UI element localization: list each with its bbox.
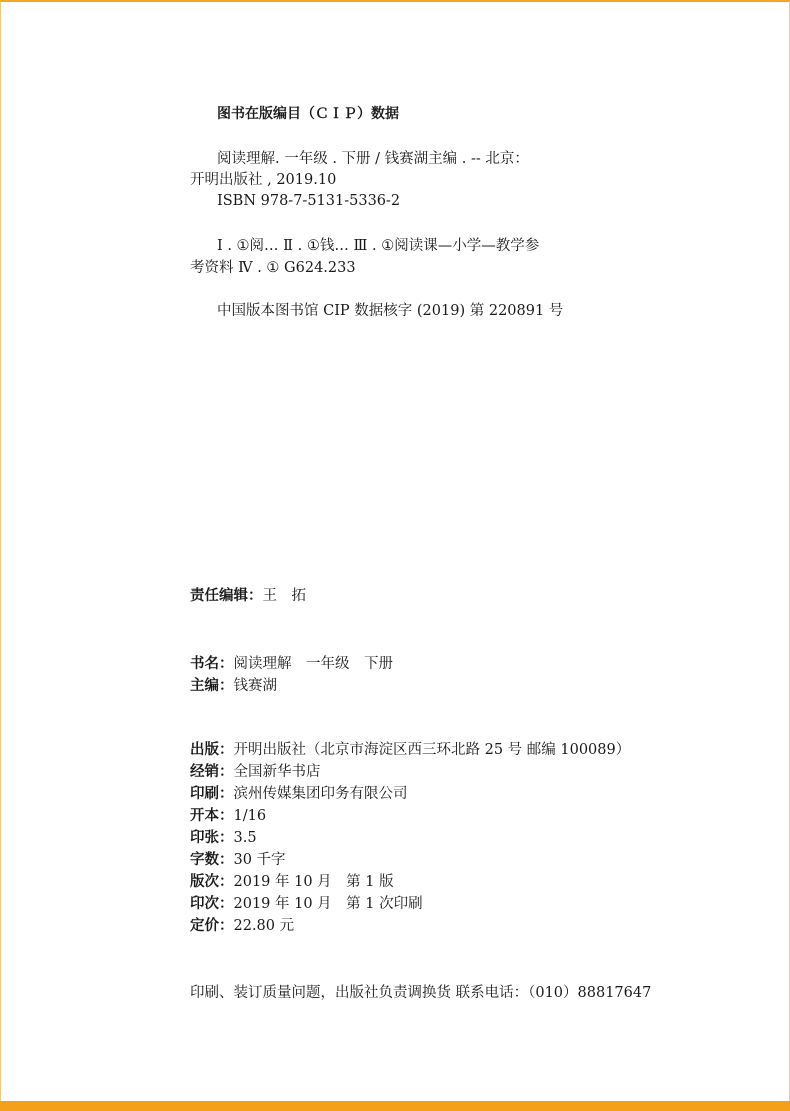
publisher-value: 开明出版社（北京市海淀区西三环北路 25 号 邮编 100089） <box>233 742 631 758</box>
cip-classification-2: 考资料 Ⅳ . ① G624.233 <box>190 260 356 276</box>
publisher-row <box>190 741 630 759</box>
quality-notice: 印刷、装订质量问题，出版社负责调换货 联系电话：（010）88817647 <box>190 985 652 1001</box>
word-count-label: 字数： <box>190 852 234 868</box>
cip-record-number: 中国版本图书馆 CIP 数据核字 (2019) 第 220891 号 <box>217 303 564 319</box>
price-row <box>190 917 294 935</box>
responsible-editor-label: 责任编辑： <box>190 588 263 604</box>
cip-classification-1: Ⅰ . ①阅… Ⅱ . ①钱… Ⅲ . ①阅读课—小学—教学参 <box>217 238 540 254</box>
edition-label: 版次： <box>190 874 234 890</box>
format-label: 开本： <box>190 808 234 824</box>
word-count-value: 30 千字 <box>233 852 286 868</box>
distributor-label: 经销： <box>190 764 234 780</box>
book-title-label: 书名： <box>190 656 234 672</box>
printing-row <box>190 895 423 913</box>
price-value: 22.80 元 <box>233 918 295 934</box>
sheets-label: 印张： <box>190 830 234 846</box>
book-title-value: 阅读理解 一年级 下册 <box>233 656 393 672</box>
book-title-row <box>190 655 393 673</box>
responsible-editor-value: 王 拓 <box>262 588 306 604</box>
cip-line-2: 开明出版社 , 2019.10 <box>190 172 337 188</box>
word-count-row <box>190 851 286 869</box>
edition-value: 2019 年 10 月 第 1 版 <box>233 874 394 890</box>
edition-row <box>190 873 394 891</box>
sheets-value: 3.5 <box>233 830 257 846</box>
responsible-editor <box>190 587 306 605</box>
format-value: 1/16 <box>233 808 267 824</box>
printer-value: 滨州传媒集团印务有限公司 <box>233 786 408 802</box>
publisher-label: 出版： <box>190 742 234 758</box>
sheets-row <box>190 829 257 847</box>
cip-title: 图书在版编目（ＣＩＰ）数据 <box>217 106 399 122</box>
printing-value: 2019 年 10 月 第 1 次印刷 <box>233 896 423 912</box>
printer-row <box>190 785 408 803</box>
distributor-value: 全国新华书店 <box>233 764 321 780</box>
bottom-accent-bar <box>0 1101 790 1111</box>
price-label: 定价： <box>190 918 234 934</box>
printer-label: 印刷： <box>190 786 234 802</box>
format-row <box>190 807 266 825</box>
cip-line-1: 阅读理解. 一年级 . 下册 / 钱赛湖主编 . -- 北京： <box>217 151 529 167</box>
distributor-row <box>190 763 321 781</box>
printing-label: 印次： <box>190 896 234 912</box>
cip-isbn: ISBN 978-7-5131-5336-2 <box>217 193 401 209</box>
book-editor-label: 主编： <box>190 678 234 694</box>
book-editor-value: 钱赛湖 <box>233 678 277 694</box>
book-editor-row <box>190 677 277 695</box>
